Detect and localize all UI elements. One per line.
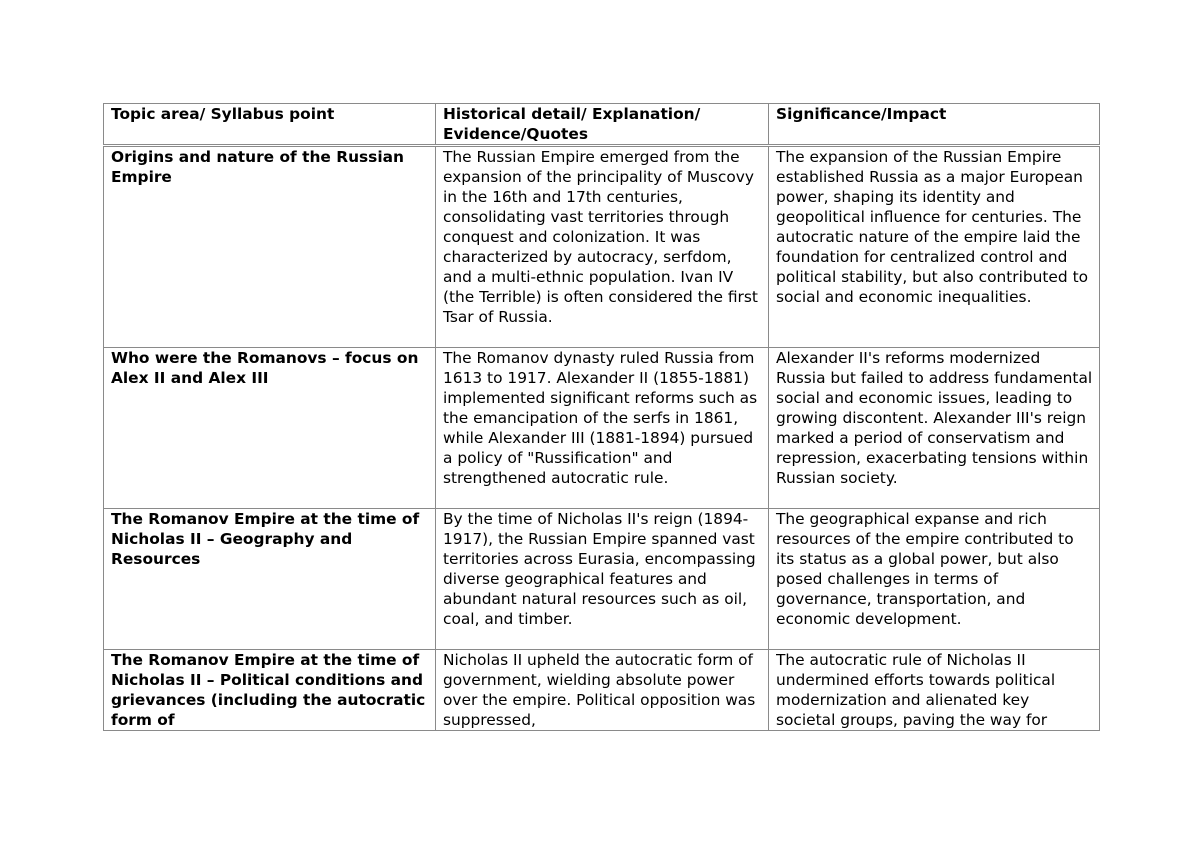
detail-cell: By the time of Nicholas II's reign (1894-1917), the Russian Empire spanned vast territories across Eurasia, encompassing diverse geographical features and abundant natural resources such as oil, coal, and timber. — [436, 509, 769, 650]
detail-cell: The Romanov dynasty ruled Russia from 1613 to 1917. Alexander II (1855-1881) implemented significant reforms such as the emancipation of the serfs in 1861, while Alexander III (1881-1894) pursued a policy of "Russification" and strengthened autocratic rule. — [436, 348, 769, 509]
topic-cell-wrap — [104, 650, 436, 731]
topic-cell: Who were the Romanovs – focus on Alex II and Alex III — [104, 348, 436, 509]
table-header-row — [104, 104, 1100, 146]
significance-cell: Alexander II's reforms modernized Russia but failed to address fundamental social and economic issues, leading to growing discontent. Alexander III's reign marked a period of conservatism and repression, exacerbating tensions within Russian society. — [769, 348, 1100, 509]
detail-cell-wrap — [436, 650, 769, 731]
table-row — [104, 509, 1100, 650]
header-topic: Topic area/ Syllabus point — [104, 104, 436, 146]
header-significance: Significance/Impact — [769, 104, 1100, 146]
topic-cell: Origins and nature of the Russian Empire — [104, 146, 436, 348]
detail-cell: Nicholas II upheld the autocratic form of government, wielding absolute power over the empire. Political opposition was suppressed, — [443, 651, 756, 729]
detail-cell: The Russian Empire emerged from the expansion of the principality of Muscovy in the 16th and 17th centuries, consolidating vast territories through conquest and colonization. It was characterized by autocracy, serfdom, and a multi-ethnic population. Ivan IV (the Terrible) is often considered the first Tsar of Russia. — [436, 146, 769, 348]
table-row — [104, 348, 1100, 509]
significance-cell: The geographical expanse and rich resources of the empire contributed to its status as a global power, but also posed challenges in terms of governance, transportation, and economic development. — [769, 509, 1100, 650]
header-detail: Historical detail/ Explanation/ Evidence/Quotes — [436, 104, 769, 146]
table-row — [104, 650, 1100, 731]
topic-cell: The Romanov Empire at the time of Nicholas II – Geography and Resources — [104, 509, 436, 650]
significance-cell: The autocratic rule of Nicholas II undermined efforts towards political modernization and alienated key societal groups, paving the way for — [776, 651, 1056, 729]
significance-cell-wrap — [769, 650, 1100, 731]
table-row — [104, 146, 1100, 348]
topic-cell: The Romanov Empire at the time of Nicholas II – Political conditions and grievances (including the autocratic form of — [111, 651, 426, 729]
history-table — [103, 103, 1100, 731]
significance-cell: The expansion of the Russian Empire established Russia as a major European power, shaping its identity and geopolitical influence for centuries. The autocratic nature of the empire laid the foundation for centralized control and political stability, but also contributed to social and economic inequalities. — [769, 146, 1100, 348]
